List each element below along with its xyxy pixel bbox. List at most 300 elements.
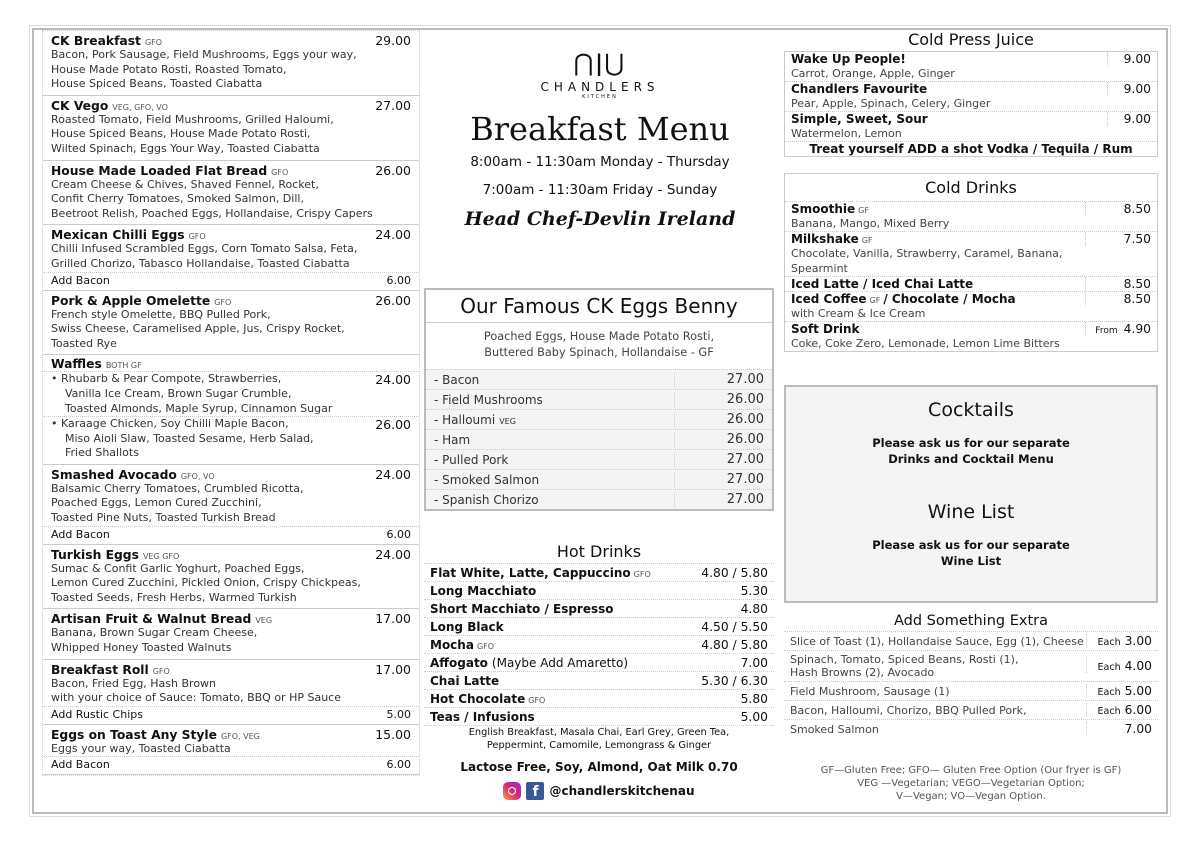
juice-price: 9.00 (1107, 112, 1151, 126)
item-desc: House Spiced Beans, Toasted Ciabatta (51, 77, 263, 91)
extra-price-value: 6.00 (1124, 703, 1152, 717)
item-desc: Vanilla Ice Cream, Brown Sugar Crumble, (65, 386, 292, 400)
cold-drink-text: Milkshake (791, 232, 859, 246)
add-on (43, 272, 419, 287)
benny-option-name (434, 473, 539, 487)
extra-row (784, 650, 1158, 681)
juice-header (785, 52, 1157, 66)
item-price: 26.00 (375, 417, 411, 433)
cold-drink-header (785, 322, 1157, 336)
juice-name: Simple, Sweet, Sour (791, 112, 928, 126)
extra-price-value: 5.00 (1124, 684, 1152, 698)
diet-tag: GFO (528, 695, 546, 705)
cold-drink-header (785, 277, 1157, 291)
item-price: 26.00 (375, 292, 411, 308)
cold-drink-header (785, 292, 1157, 306)
item-name (51, 228, 206, 242)
add-on-label: Add Bacon (51, 273, 110, 287)
item-name (51, 294, 231, 308)
benny-option-price: 27.00 (674, 472, 764, 487)
juice-header (785, 82, 1157, 96)
item-header (51, 163, 411, 178)
item-desc: French style Omelette, BBQ Pulled Pork, (51, 307, 271, 321)
brand-sub: KITCHEN (582, 94, 618, 100)
hot-drink-text: Teas / Infusions (430, 709, 535, 724)
benny-option-name (434, 413, 516, 427)
tea-line: Peppermint, Camomile, Lemongrass & Ginger (486, 740, 712, 751)
diet-tag: GF (869, 296, 881, 305)
cold-drink-row (785, 321, 1157, 351)
extra-price (1086, 659, 1152, 673)
benny-option-price: 26.00 (674, 432, 764, 447)
item-header (51, 227, 411, 242)
extra-price (1086, 634, 1152, 648)
diet-tag: GFO (144, 38, 163, 47)
extra-desc-line: Spinach, Tomato, Spiced Beans, Rosti (1), (790, 653, 1019, 666)
benny-desc-line: Poached Eggs, House Made Potato Rosti, (483, 330, 715, 343)
hot-drink-name (430, 584, 536, 598)
benny-option-text: - Pulled Pork (434, 452, 509, 467)
cold-drink-price (1085, 277, 1151, 291)
item-desc: Roasted Tomato, Field Mushrooms, Grilled Haloumi, (51, 112, 334, 126)
benny-option (426, 449, 772, 469)
add-on-price: 6.00 (386, 758, 411, 772)
benny-option (426, 389, 772, 409)
diet-tag: GF (861, 236, 873, 245)
menu-item (43, 225, 419, 290)
item-desc: with your choice of Sauce: Tomato, BBQ or HP Sauce (51, 691, 341, 705)
item-name-text: CK Breakfast (51, 34, 141, 48)
item-desc: Beetroot Relish, Poached Eggs, Hollandaise, Crispy Capers (51, 206, 373, 220)
item-desc: Toasted Almonds, Maple Syrup, Cinnamon Sugar (65, 401, 333, 415)
item-desc: Toasted Rye (51, 336, 117, 350)
diet-tag: GF (858, 206, 869, 215)
benny-option-text: - Field Mushrooms (434, 392, 543, 407)
add-on (43, 756, 419, 771)
item-desc: Cream Cheese & Chives, Shaved Fennel, Rocket, (51, 177, 319, 191)
wine-title: Wine List (927, 501, 1015, 523)
item-price: 24.00 (375, 466, 411, 482)
hot-drink-name (430, 674, 499, 688)
juice-desc: Pear, Apple, Spinach, Celery, Ginger (791, 97, 991, 110)
juice-row (785, 52, 1157, 81)
benny-option-price: 27.00 (674, 492, 764, 507)
menu-item (43, 96, 419, 161)
cold-drink-row (785, 276, 1157, 291)
cold-box (784, 173, 1158, 352)
item-price: 24.00 (375, 546, 411, 562)
benny-option-name (434, 393, 543, 407)
extra-row (784, 719, 1158, 738)
item-desc: Whipped Honey Toasted Walnuts (51, 641, 232, 655)
item-desc: Grilled Chorizo, Tabasco Hollandaise, Toasted Ciabatta (51, 256, 350, 270)
add-on (43, 526, 419, 541)
item-header (51, 727, 411, 742)
item-name (51, 728, 260, 742)
cold-drink-price-value: 8.50 (1123, 202, 1151, 216)
hot-drink-text: Short Macchiato / Espresso (430, 601, 614, 616)
benny-title: Our Famous CK Eggs Benny (426, 290, 772, 323)
diet-tag: VEG, GFO, VO (112, 102, 168, 112)
cold-drink-text: Smoothie (791, 202, 856, 216)
juice-row (785, 111, 1157, 141)
cold-drink-name (791, 202, 872, 216)
diet-tag: VEG (255, 616, 273, 626)
menu-item (43, 161, 419, 226)
extra-row (784, 631, 1158, 650)
item-desc: Chilli Infused Scrambled Eggs, Corn Tomato Salsa, Feta, (51, 242, 358, 256)
food-menu (42, 30, 420, 776)
item-desc: Bacon, Pork Sausage, Field Mushrooms, Eggs your way, (51, 48, 357, 61)
cold-drink-text: Soft Drink (791, 322, 860, 336)
hot-drink-price: 4.50 / 5.50 (701, 619, 768, 634)
menu-item (43, 291, 419, 356)
extra-price-value: 4.00 (1124, 659, 1152, 673)
item-price: 29.00 (375, 33, 411, 48)
extra-price (1086, 703, 1152, 717)
milk-options: Lactose Free, Soy, Almond, Oat Milk 0.70 (460, 760, 738, 774)
cold-drink-row (785, 291, 1157, 321)
item-name (51, 612, 272, 626)
benny-option-name (434, 493, 539, 507)
item-name (51, 663, 170, 677)
waffle-desc (51, 417, 314, 461)
wine-line: Wine List (940, 554, 1002, 568)
hot-drinks (424, 542, 774, 800)
benny-option-text: - Spanish Chorizo (434, 492, 539, 507)
benny-option-price: 27.00 (674, 372, 764, 387)
item-desc: Balsamic Cherry Tomatoes, Crumbled Ricotta, (51, 481, 304, 495)
add-on (43, 706, 419, 721)
cocktails-wine-box (784, 385, 1158, 603)
extras (784, 613, 1158, 738)
social-links (424, 782, 774, 800)
benny-option-price: 26.00 (674, 412, 764, 427)
cold-drink-header (785, 232, 1157, 246)
item-name (51, 164, 288, 178)
cold-drink-price (1085, 202, 1151, 216)
item-desc: Confit Cherry Tomatoes, Smoked Salmon, Dill, (51, 192, 304, 206)
benny-option-price: 26.00 (674, 392, 764, 407)
waffle-option (43, 371, 419, 416)
item-name (51, 99, 168, 113)
hot-drink-price: 4.80 / 5.80 (701, 565, 768, 580)
benny-desc (426, 323, 772, 369)
item-name-text: House Made Loaded Flat Bread (51, 163, 268, 178)
extra-price-value: 7.00 (1124, 722, 1152, 736)
menu-item (43, 31, 419, 96)
item-header (51, 33, 411, 48)
item-desc: Toasted Pine Nuts, Toasted Turkish Bread (51, 511, 276, 525)
wine-desc (786, 537, 1156, 569)
item-desc: • Karaage Chicken, Soy Chilli Maple Bacon, (51, 417, 289, 431)
item-desc: Poached Eggs, Lemon Cured Zucchini, (51, 496, 262, 510)
benny-desc-line: Buttered Baby Spinach, Hollandaise - GF (484, 346, 714, 359)
cold-drink-text: Iced Coffee (791, 292, 867, 306)
hot-drink-name (430, 602, 614, 616)
tea-list (424, 725, 774, 752)
item-name-text: Pork & Apple Omelette (51, 293, 211, 308)
item-desc: Eggs your way, Toasted Ciabatta (51, 741, 231, 755)
hot-drink-row (424, 689, 774, 707)
legend-line: VEG —Vegetarian; VEGO—Vegetarian Option; (857, 778, 1085, 789)
hot-drink-text: Long Macchiato (430, 583, 537, 598)
add-on-price: 5.00 (386, 707, 411, 721)
juice-header (785, 112, 1157, 126)
waffle-desc (51, 372, 332, 416)
cold-drink-name (791, 322, 860, 336)
hot-drink-name (430, 656, 628, 670)
cold-drink-price (1085, 322, 1151, 336)
cold-drink-text2: / Chocolate / Mocha (883, 292, 1016, 306)
hours-weekday: 8:00am - 11:30am Monday - Thursday (470, 154, 730, 170)
item-name-text: Eggs on Toast Any Style (51, 727, 217, 742)
hot-drink-text: Chai Latte (430, 673, 500, 688)
menu-item-waffles (43, 355, 419, 465)
cold-drink-name (791, 292, 1016, 306)
item-price: 17.00 (375, 661, 411, 677)
add-on-label: Add Rustic Chips (51, 707, 143, 721)
juice-box (784, 51, 1158, 157)
benny-option-price: 27.00 (674, 452, 764, 467)
add-on-label: Add Bacon (51, 758, 110, 772)
hot-drink-price: 4.80 / 5.80 (701, 637, 768, 652)
diet-tag: GFO (152, 666, 170, 676)
benny-option-text: - Ham (434, 432, 471, 447)
diet-tag: GFO (476, 641, 495, 651)
center-column (424, 30, 776, 800)
extras-title: Add Something Extra (894, 613, 1048, 629)
item-header (51, 357, 411, 371)
eggs-benny-box (424, 288, 774, 511)
extra-row (784, 681, 1158, 700)
head-chef: Head Chef-Devlin Ireland (464, 208, 736, 230)
hot-drink-text: Affogato (430, 655, 488, 670)
item-desc: House Spiced Beans, House Made Potato Rosti, (51, 127, 311, 141)
cold-drink-header (785, 202, 1157, 216)
cold-drink-desc: Banana, Mango, Mixed Berry (791, 217, 950, 230)
extra-desc (790, 653, 1018, 679)
each-label: Each (1097, 662, 1121, 673)
extra-desc-line: Hash Browns (2), Avocado (790, 666, 935, 679)
hot-drink-row (424, 599, 774, 617)
diet-tag: GFO (188, 232, 206, 242)
item-name (51, 357, 142, 371)
item-name (51, 548, 179, 562)
facebook-icon[interactable]: f (526, 782, 544, 800)
item-name (51, 34, 162, 48)
item-name-text: CK Vego (51, 98, 109, 113)
hot-drink-price: 7.00 (740, 655, 768, 670)
logo (424, 50, 776, 100)
item-desc: Lemon Cured Zucchini, Pickled Onion, Crispy Chickpeas, (51, 576, 361, 590)
cold-drink-price-value: 8.50 (1123, 277, 1151, 291)
item-name-text: Turkish Eggs (51, 547, 139, 562)
cocktails-line: Drinks and Cocktail Menu (888, 452, 1054, 466)
page-title: Breakfast Menu (470, 110, 730, 148)
benny-option-name (434, 453, 508, 467)
diet-tag: GFO, VO (180, 471, 215, 481)
cold-drink-row (785, 201, 1157, 231)
drinks-column (784, 30, 1158, 802)
item-desc: Swiss Cheese, Caramelised Apple, Jus, Crispy Rocket, (51, 322, 345, 336)
menu-item (43, 465, 419, 545)
diet-tag: GFO (271, 167, 289, 177)
item-header (51, 98, 411, 113)
hot-drink-row (424, 617, 774, 635)
waffle-option (43, 416, 419, 461)
hot-drink-row (424, 671, 774, 689)
extra-price (1086, 722, 1152, 736)
cold-drink-name (791, 277, 973, 291)
benny-option-name (434, 433, 470, 447)
each-label: Each (1097, 687, 1121, 698)
juice-row (785, 81, 1157, 111)
social-handle[interactable]: @chandlerskitchenau (549, 784, 695, 798)
hours-weekend: 7:00am - 11:30am Friday - Sunday (482, 182, 718, 198)
cutlery-icon: ⋂ǀ⋃ (573, 49, 627, 77)
item-name-text: Breakfast Roll (51, 662, 149, 677)
cold-drink-desc: Coke, Coke Zero, Lemonade, Lemon Lime Bitters (791, 337, 1060, 350)
item-name-text: Artisan Fruit & Walnut Bread (51, 612, 252, 627)
extra-desc (790, 723, 879, 736)
benny-option-name (434, 373, 479, 387)
item-name (51, 468, 215, 482)
hot-drink-price: 4.80 (740, 601, 768, 616)
hot-drink-price: 5.00 (740, 709, 768, 724)
extra-desc-line: Slice of Toast (1), Hollandaise Sauce, Egg (1), Cheese (790, 634, 1084, 648)
benny-option-text: - Halloumi (434, 412, 496, 427)
cold-drink-price-value: 8.50 (1123, 292, 1151, 306)
juice-title: Cold Press Juice (908, 30, 1034, 49)
hot-drink-name (430, 638, 494, 652)
hot-drink-row (424, 653, 774, 671)
juice-name: Chandlers Favourite (791, 82, 928, 96)
item-desc: Toasted Seeds, Fresh Herbs, Warmed Turkish (51, 590, 297, 604)
extra-desc-line: Smoked Salmon (790, 722, 879, 736)
hot-drink-name (430, 692, 545, 706)
menu-item (43, 660, 419, 725)
extra-price-value: 3.00 (1124, 634, 1152, 648)
hot-drink-name (430, 710, 535, 724)
cocktails-title: Cocktails (928, 399, 1014, 421)
item-desc: • Rhubarb & Pear Compote, Strawberries, (51, 372, 282, 386)
add-on-label: Add Bacon (51, 527, 110, 541)
cold-drink-desc: with Cream & Ice Cream (791, 307, 926, 320)
cold-drink-row (785, 231, 1157, 276)
extra-desc-line: Bacon, Halloumi, Chorizo, BBQ Pulled Pork, (790, 703, 1027, 717)
hot-drink-price: 5.80 (740, 691, 768, 706)
legend-line: GF—Gluten Free; GFO— Gluten Free Option (Our fryer is GF) (820, 765, 1122, 776)
cold-drink-desc: Spearmint (791, 262, 848, 275)
item-name-text: Smashed Avocado (51, 467, 177, 482)
instagram-icon[interactable] (503, 782, 521, 800)
hot-drink-note: (Maybe Add Amaretto) (491, 655, 629, 670)
item-name-text: Waffles (51, 357, 102, 372)
hot-drink-row (424, 563, 774, 581)
hot-drink-text: Hot Chocolate (430, 691, 526, 706)
hot-drink-name (430, 620, 504, 634)
item-desc: Sumac & Confit Garlic Yoghurt, Poached Eggs, (51, 561, 305, 575)
juice-price: 9.00 (1107, 52, 1151, 66)
item-header (51, 547, 411, 562)
extra-desc-line: Field Mushroom, Sausage (1) (790, 684, 950, 698)
benny-option-text: - Smoked Salmon (434, 472, 540, 487)
cocktails-line: Please ask us for our separate (872, 436, 1070, 450)
item-desc: Wilted Spinach, Eggs Your Way, Toasted Ciabatta (51, 141, 320, 155)
item-desc: Banana, Brown Sugar Cream Cheese, (51, 626, 258, 640)
benny-option (426, 469, 772, 489)
cold-drink-price (1085, 232, 1151, 246)
each-label: Each (1097, 706, 1121, 717)
brand-name: CHANDLERS (540, 80, 660, 94)
item-desc: Miso Aioli Slaw, Toasted Sesame, Herb Salad, (65, 431, 314, 445)
from-label: From (1095, 326, 1118, 336)
extra-desc (790, 635, 1084, 648)
hot-drink-row (424, 707, 774, 725)
item-price: 17.00 (375, 611, 411, 627)
item-header (51, 467, 411, 482)
cold-drink-price (1085, 292, 1151, 306)
item-desc: House Made Potato Rosti, Roasted Tomato, (51, 62, 287, 76)
item-price: 26.00 (375, 162, 411, 178)
cold-drink-text: Iced Latte / Iced Chai Latte (791, 277, 974, 291)
benny-option (426, 409, 772, 429)
item-header (51, 611, 411, 626)
cold-drink-desc: Chocolate, Vanilla, Strawberry, Caramel, Banana, (791, 247, 1063, 260)
cold-drink-price-value: 7.50 (1123, 232, 1151, 246)
diet-tag: VEG GFO (142, 551, 180, 561)
menu-item (43, 725, 419, 776)
diet-tag: VEG (499, 416, 516, 426)
legend-line: V—Vegan; VO—Vegan Option. (896, 791, 1046, 802)
benny-option-text: - Bacon (434, 372, 480, 387)
item-price: 24.00 (375, 227, 411, 243)
diet-tag: GFO (633, 569, 651, 579)
benny-option (426, 489, 772, 509)
extra-desc (790, 685, 950, 698)
hot-drink-price: 5.30 (740, 583, 768, 598)
item-price: 15.00 (375, 726, 411, 742)
extra-price (1086, 684, 1152, 698)
juice-treat: Treat yourself ADD a shot Vodka / Tequila / Rum (785, 141, 1157, 156)
cold-drink-price-value: 4.90 (1123, 322, 1151, 336)
wine-line: Please ask us for our separate (872, 538, 1070, 552)
juice-name: Wake Up People! (791, 52, 906, 66)
hot-drink-row (424, 581, 774, 599)
juice-desc: Watermelon, Lemon (791, 127, 902, 140)
benny-option (426, 369, 772, 389)
tea-line: English Breakfast, Masala Chai, Earl Grey, Green Tea, (468, 727, 730, 738)
juice-price: 9.00 (1107, 82, 1151, 96)
item-price: 24.00 (375, 372, 411, 388)
extra-row (784, 700, 1158, 719)
item-header (51, 662, 411, 677)
menu-item (43, 609, 419, 659)
hot-drink-price: 5.30 / 6.30 (701, 673, 768, 688)
hot-drink-text: Flat White, Latte, Cappuccino (430, 565, 631, 580)
hot-drink-text: Long Black (430, 619, 504, 634)
hot-drink-text: Mocha (430, 637, 474, 652)
cold-drink-name (791, 232, 876, 246)
diet-tag: GFO, VEG (220, 731, 260, 741)
hot-drinks-title: Hot Drinks (556, 542, 642, 561)
extra-desc (790, 704, 1026, 717)
dietary-legend (784, 764, 1158, 803)
hot-drink-row (424, 635, 774, 653)
benny-option (426, 429, 772, 449)
add-on-price: 6.00 (386, 527, 411, 541)
